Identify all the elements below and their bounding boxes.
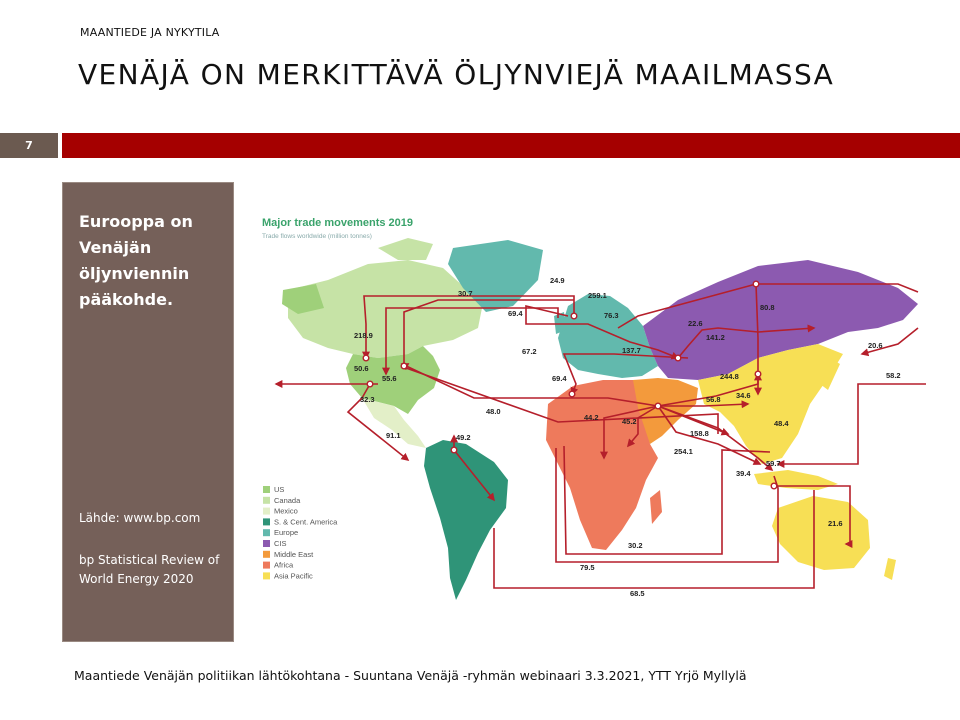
flow-label: 91.1 — [386, 431, 401, 440]
flow-label: 30.2 — [628, 541, 643, 550]
legend-swatch — [263, 572, 270, 579]
flow-label: 244.8 — [720, 372, 739, 381]
region-europe — [558, 294, 658, 378]
map-legend — [263, 485, 338, 580]
flow-label: 34.6 — [736, 391, 751, 400]
flow-label: 76.3 — [604, 311, 619, 320]
flow-label: 79.5 — [580, 563, 595, 572]
flow-label: 44.2 — [584, 413, 599, 422]
flow-node — [367, 381, 373, 387]
legend-label: Europe — [274, 528, 299, 538]
legend-label: S. & Cent. America — [274, 517, 338, 527]
flow-node — [571, 313, 577, 319]
region-australia — [772, 496, 870, 570]
map-subtitle: Trade flows worldwide (million tonnes) — [262, 233, 372, 240]
region-canada-islands — [378, 238, 433, 260]
flow-label: 49.2 — [456, 433, 471, 442]
legend-label: Canada — [274, 495, 301, 505]
flow-label: 69.4 — [552, 374, 567, 383]
legend-swatch — [263, 529, 270, 536]
legend-swatch — [263, 497, 270, 504]
sidebar-panel — [62, 182, 234, 642]
flow-node — [755, 371, 761, 377]
flow-label: 69.4 — [508, 309, 523, 318]
page-number-badge: 7 — [0, 133, 58, 158]
flow-label: 141.2 — [706, 333, 725, 342]
legend-label: Africa — [274, 560, 294, 570]
region-new-zealand — [884, 558, 896, 580]
flow-label: 218.9 — [354, 331, 373, 340]
slide-title: VENÄJÄ ON MERKITTÄVÄ ÖLJYNVIEJÄ MAAILMASSA — [78, 58, 835, 91]
flow-node — [753, 281, 759, 287]
flow-label: 21.6 — [828, 519, 843, 528]
legend-label: CIS — [274, 539, 287, 548]
flow-label: 48.0 — [486, 407, 501, 416]
flow-node — [451, 447, 457, 453]
flow-label: 20.6 — [868, 341, 883, 350]
legend-label: Mexico — [274, 506, 298, 516]
flow-label: 55.6 — [382, 374, 397, 383]
flow-label: 58.2 — [886, 371, 901, 380]
source-label: Lähde: www.bp.com — [79, 511, 201, 525]
flow-label: 158.8 — [690, 429, 709, 438]
legend-label: Asia Pacific — [274, 571, 313, 581]
trade-map — [258, 208, 926, 603]
flow-label: 22.6 — [688, 319, 703, 328]
flow-node — [655, 403, 661, 409]
flow-label: 137.7 — [622, 346, 641, 355]
flow-label: 259.1 — [588, 291, 607, 300]
flow-node — [401, 363, 407, 369]
flow-label: 48.4 — [774, 419, 789, 428]
legend-swatch — [263, 540, 270, 547]
legend-swatch — [263, 551, 270, 558]
flow-node — [771, 483, 777, 489]
flow-node — [569, 391, 575, 397]
flow-label: 30.7 — [458, 289, 473, 298]
sidebar-lead-text: Eurooppa on Venäjän öljynviennin pääkohde. — [79, 212, 193, 309]
legend-label: US — [274, 485, 285, 494]
flow-label: 45.2 — [622, 417, 637, 426]
region-indonesia — [754, 470, 838, 490]
source-reference: bp Statistical Review of World Energy 2020 — [79, 553, 220, 586]
trade-map-graphic — [258, 208, 926, 603]
flow-label: 68.5 — [630, 589, 645, 598]
flow-node — [675, 355, 681, 361]
flow-label: 254.1 — [674, 447, 693, 456]
section-kicker: MAANTIEDE JA NYKYTILA — [80, 26, 220, 39]
legend-swatch — [263, 518, 270, 525]
flow-label: 50.6 — [354, 364, 369, 373]
legend-swatch — [263, 508, 270, 515]
flow-label: 80.8 — [760, 303, 775, 312]
title-accent-bar — [62, 133, 960, 158]
region-madagascar — [650, 490, 662, 524]
footer-citation: Maantiede Venäjän politiikan lähtökohtana - Suuntana Venäjä -ryhmän webinaari 3.3.2021, YTT Yrjö Myllylä — [74, 668, 747, 683]
legend-label: Middle East — [274, 549, 314, 559]
flow-label: 59.7 — [766, 459, 781, 468]
map-title: Major trade movements 2019 — [262, 217, 414, 229]
flow-label: 56.8 — [706, 395, 721, 404]
flow-node — [363, 355, 369, 361]
legend-swatch — [263, 562, 270, 569]
flow-label: 32.3 — [360, 395, 375, 404]
flow-label: 24.9 — [550, 276, 565, 285]
flow-label: 67.2 — [522, 347, 537, 356]
flow-label: 39.4 — [736, 469, 751, 478]
legend-swatch — [263, 486, 270, 493]
